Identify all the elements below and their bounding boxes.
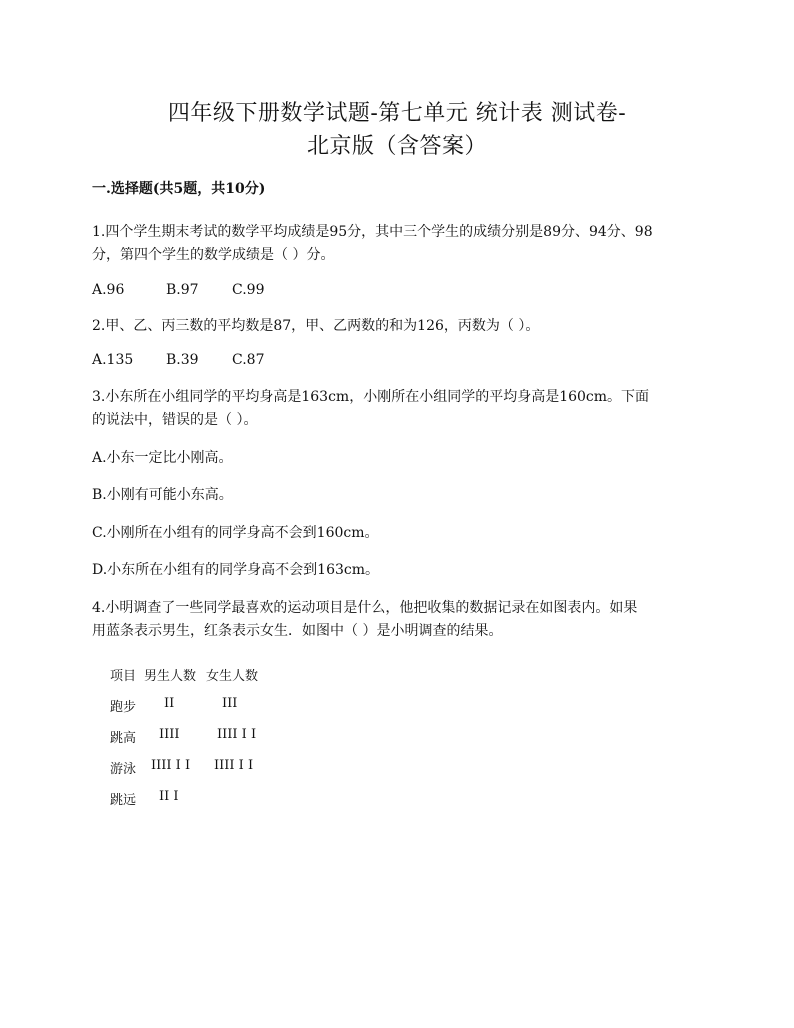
header-boys: 男生人数 — [144, 669, 197, 684]
girls-tally: III — [222, 696, 238, 711]
question-4-line-2: 用蓝条表示男生，红条表示女生．如图中（ ）是小明调查的结果。 — [92, 623, 503, 639]
row-label: 跳高 — [110, 731, 137, 746]
option-a: A.135 — [92, 352, 134, 368]
girls-tally: IIII I I — [214, 758, 254, 773]
boys-tally: II I — [159, 789, 179, 804]
question-1-options — [92, 282, 264, 298]
question-3-option-b: B.小刚有可能小东高。 — [92, 487, 233, 503]
option-b: B.39 — [166, 352, 199, 368]
question-3-option-c: C.小刚所在小组有的同学身高不会到160cm。 — [92, 525, 379, 541]
document-title-line2: 北京版（含答案） — [306, 134, 487, 159]
option-c: C.87 — [232, 352, 265, 368]
row-label: 跑步 — [110, 700, 137, 715]
header-item: 项目 — [110, 669, 137, 684]
row-label: 跳远 — [110, 793, 137, 808]
question-4-line-1: 4.小明调查了一些同学最喜欢的运动项目是什么，他把收集的数据记录在如图表内。如果 — [92, 600, 638, 616]
boys-tally: II — [164, 696, 175, 711]
header-girls: 女生人数 — [206, 669, 259, 684]
option-b: B.97 — [166, 282, 199, 298]
question-3-line-2: 的说法中，错误的是（ ）。 — [92, 412, 258, 428]
document-title-line1: 四年级下册数学试题-第七单元 统计表 测试卷- — [167, 101, 627, 126]
question-3-option-a: A.小东一定比小刚高。 — [92, 450, 233, 466]
question-3-line-1: 3.小东所在小组同学的平均身高是163cm，小刚所在小组同学的平均身高是160cm。下面 — [92, 389, 650, 405]
row-label: 游泳 — [110, 762, 137, 777]
question-1-line-2: 分，第四个学生的数学成绩是（ ）分。 — [92, 247, 335, 263]
boys-tally: IIII I I — [151, 758, 191, 773]
question-1-line-1: 1.四个学生期末考试的数学平均成绩是95分，其中三个学生的成绩分别是89分、94分、98 — [92, 224, 653, 240]
girls-tally: IIII I I — [217, 727, 257, 742]
question-2-options — [92, 352, 264, 368]
option-c: C.99 — [232, 282, 265, 298]
option-a: A.96 — [92, 282, 125, 298]
section-heading: 一.选择题(共5题，共10分) — [92, 181, 266, 197]
question-3-option-d: D.小东所在小组有的同学身高不会到163cm。 — [92, 562, 380, 578]
boys-tally: IIII — [159, 727, 180, 742]
question-2-line-1: 2.甲、乙、丙三数的平均数是87，甲、乙两数的和为126，丙数为（ ）。 — [92, 318, 540, 334]
